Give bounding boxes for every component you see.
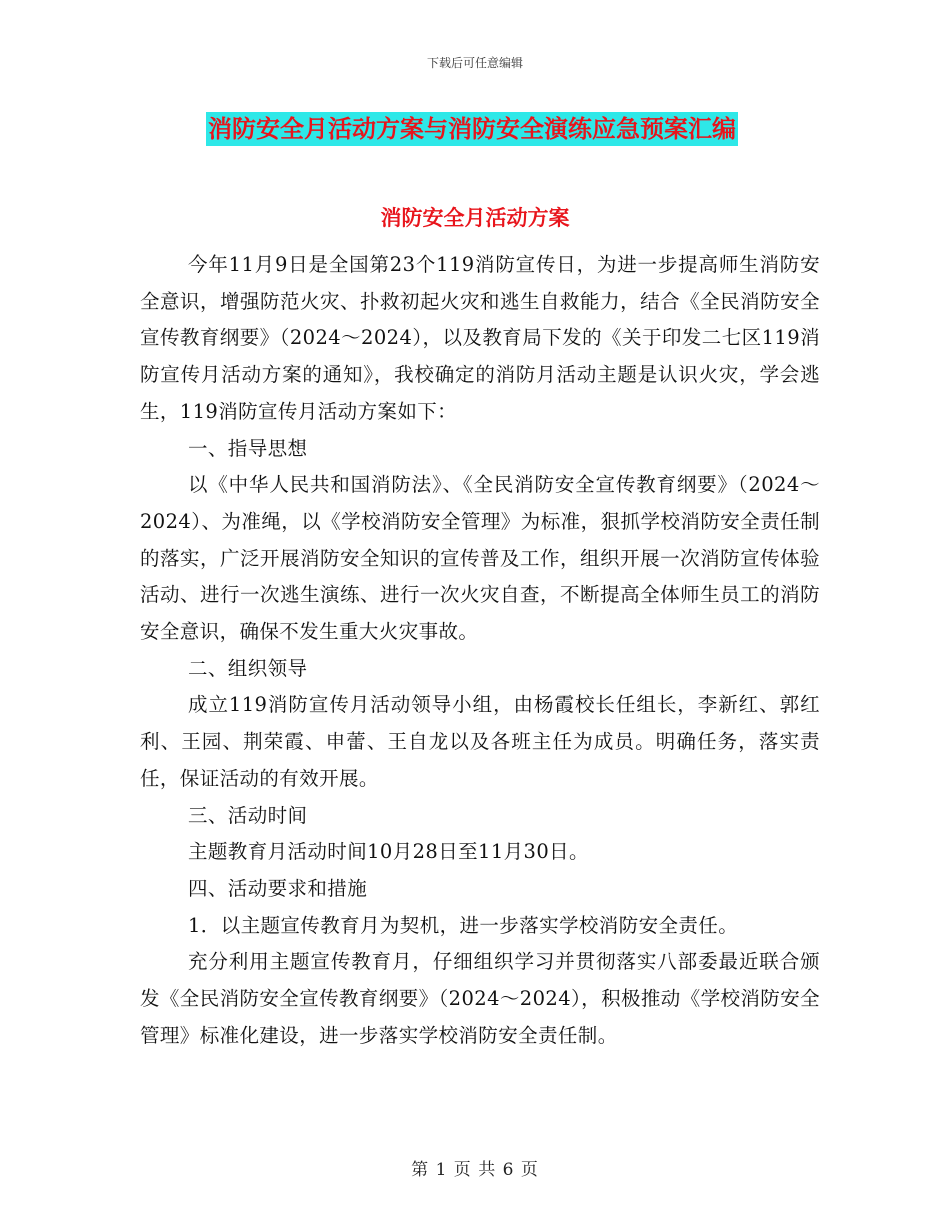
heading-guiding-ideology: 一、指导思想: [188, 436, 308, 460]
paragraph-organization: 成立119消防宣传月活动领导小组，由杨霞校长任组长，李新红、郭红利、王园、荆荣霞、申蕾、王自龙以及各班主任为成员。明确任务，落实责任，保证活动的有效开展。: [140, 693, 820, 790]
document-body: [140, 247, 820, 1054]
main-title: 消防安全月活动方案与消防安全演练应急预案汇编: [206, 112, 738, 146]
heading-activity-time: 三、活动时间: [188, 803, 308, 827]
section-title: 消防安全月活动方案: [380, 206, 570, 230]
paragraph-activity-time: 主题教育月活动时间10月28日至11月30日。: [188, 840, 589, 864]
paragraph-requirement-1: 充分利用主题宣传教育月，仔细组织学习并贯彻落实八部委最近联合颁发《全民消防安全宣传教育纲要》（2024～2024），积极推动《学校消防安全管理》标准化建设，进一步落实学校消防安全责任制。: [140, 950, 820, 1047]
paragraph-guiding-ideology: 以《中华人民共和国消防法》、《全民消防安全宣传教育纲要》（2024～2024）、为准绳，以《学校消防安全管理》为标准，狠抓学校消防安全责任制的落实，广泛开展消防安全知识的宣传普及工作，组织开展一次消防宣传体验活动、进行一次逃生演练、进行一次火灾自查，不断提高全体师生员工的消防安全意识，确保不发生重大火灾事故。: [140, 473, 820, 644]
intro-paragraph: 今年11月9日是全国第23个119消防宣传日，为进一步提高师生消防安全意识，增强防范火灾、扑救初起火灾和逃生自救能力，结合《全民消防安全宣传教育纲要》（2024～2024），以及教育局下发的《关于印发二七区119消防宣传月活动方案的通知》，我校确定的消防月活动主题是认识火灾，学会逃生，119消防宣传月活动方案如下：: [140, 253, 820, 423]
heading-requirements: 四、活动要求和措施: [188, 876, 368, 900]
header-note: 下载后可任意编辑: [426, 56, 523, 70]
heading-organization: 二、组织领导: [188, 656, 308, 680]
page-footer: 第 1 页 共 6 页: [411, 1160, 539, 1180]
requirement-item-1: 1．以主题宣传教育月为契机，进一步落实学校消防安全责任。: [188, 913, 739, 937]
